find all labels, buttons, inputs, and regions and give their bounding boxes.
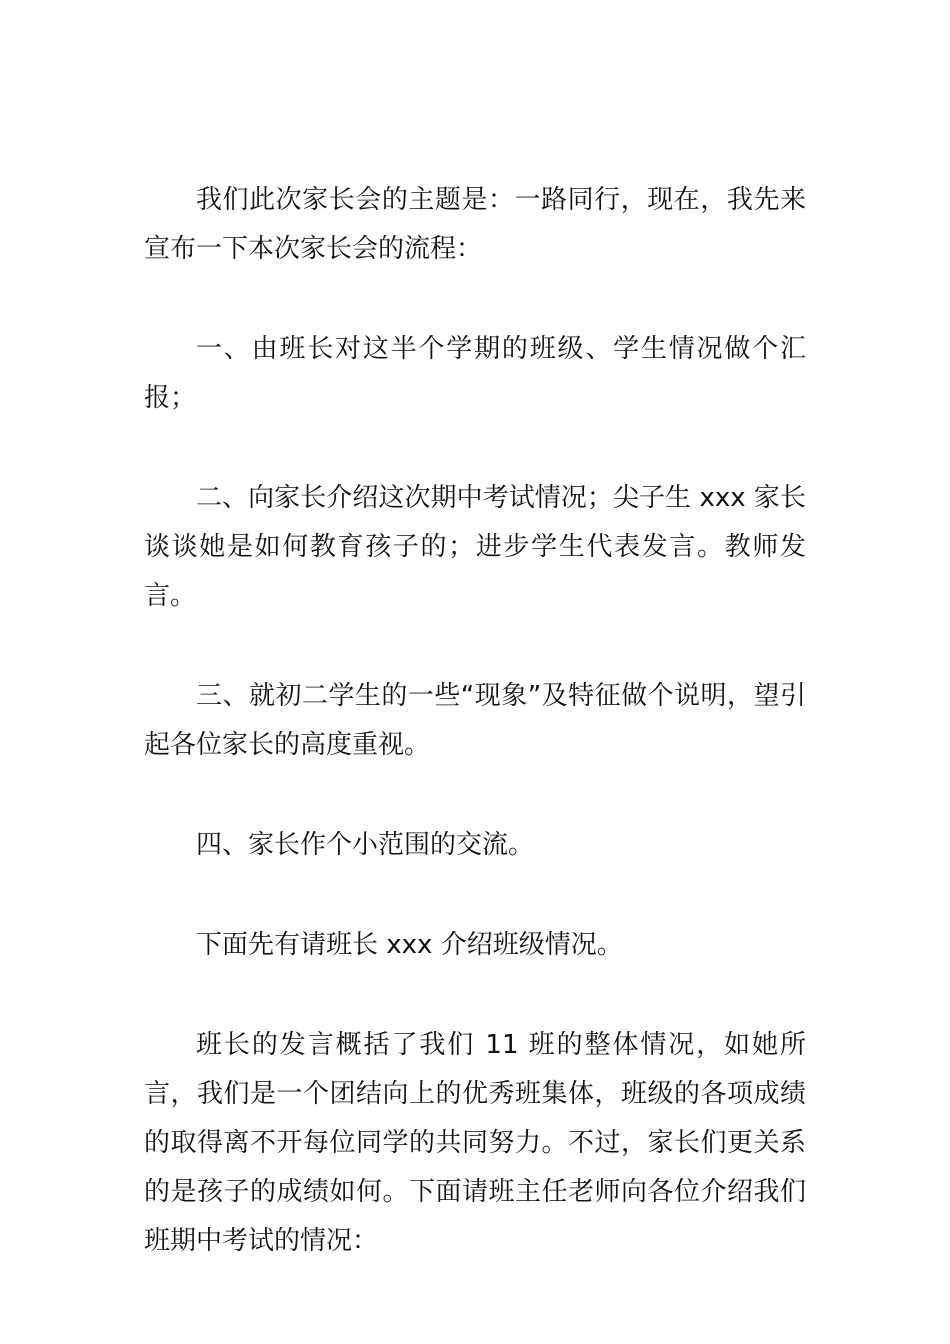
paragraph-class-summary: 班长的发言概括了我们 11 班的整体情况，如她所言，我们是一个团结向上的优秀班集体，班级的各项成绩的取得离不开每位同学的共同努力。不过，家长们更关系的是孩子的成绩如何。下面请班主任老师向各位介绍我们班期中考试的情况： <box>144 1030 806 1256</box>
paragraph-theme-intro: 我们此次家长会的主题是：一路同行，现在，我先来宣布一下本次家长会的流程： <box>144 185 806 264</box>
paragraph-item-one: 一、由班长对这半个学期的班级、学生情况做个汇报； <box>144 334 806 413</box>
paragraph-item-three: 三、就初二学生的一些“现象”及特征做个说明，望引起各位家长的高度重视。 <box>144 681 806 760</box>
paragraph-item-two: 二、向家长介绍这次期中考试情况；尖子生 xxx 家长谈谈她是如何教育孩子的；进步学生代表发言。教师发言。 <box>144 483 806 611</box>
paragraph-item-four: 四、家长作个小范围的交流。 <box>196 830 535 860</box>
document-body <box>144 176 806 1317</box>
paragraph-invite-monitor: 下面先有请班长 xxx 介绍班级情况。 <box>196 930 623 960</box>
